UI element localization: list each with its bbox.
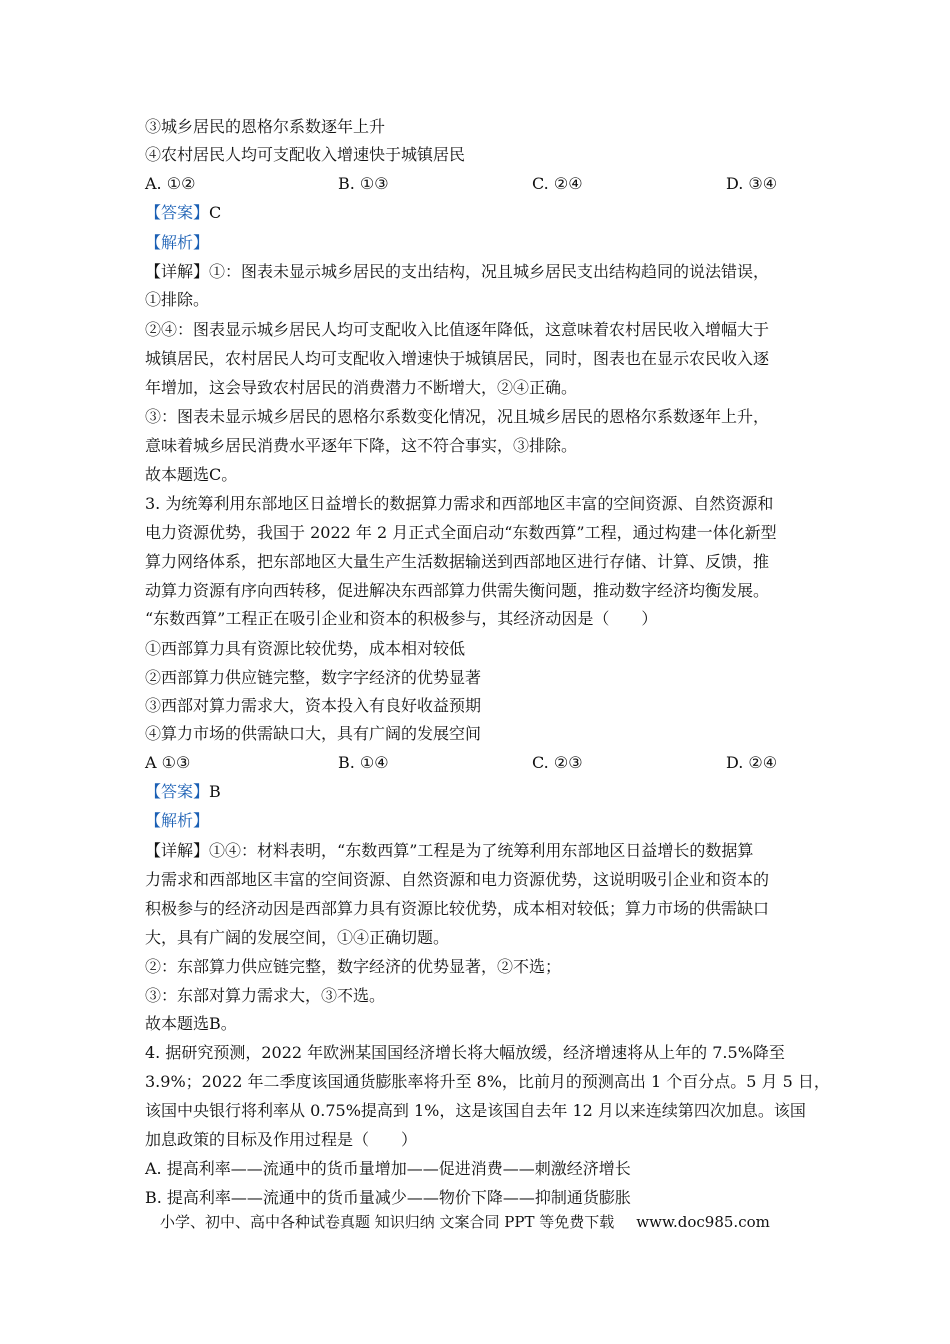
q3-detail-line: 积极参与的经济动因是西部算力具有资源比较优势，成本相对较低；算力市场的供需缺口 — [145, 899, 770, 918]
q3-detail-line: ②：东部算力供应链完整，数字经济的优势显著，②不选； — [145, 957, 562, 976]
q3-answer — [145, 782, 221, 802]
page-footer — [160, 1212, 770, 1232]
footer-url-link[interactable]: www.doc985.com — [636, 1213, 770, 1231]
q4-option-b: B. 提高利率——流通中的货币量减少——物价下降——抑制通货膨胀 — [145, 1188, 631, 1207]
q3-option-b: B. ①④ — [338, 753, 389, 772]
detail-tag: 【详解】 — [145, 841, 210, 860]
q3-option-d: D. ②④ — [726, 753, 778, 772]
q3-detail-text: ①④：材料表明，“东数西算”工程是为了统筹利用东部地区日益增长的数据算 — [209, 841, 754, 860]
q4-stem-line: 该国中央银行将利率从 0.75%提高到 1%，这是该国自去年 12 月以来连续第四次加息。该国 — [145, 1101, 806, 1120]
q2-answer — [145, 203, 221, 223]
answer-tag: 【答案】 — [145, 203, 210, 222]
q2-detail-line: ③：图表未显示城乡居民的恩格尔系数变化情况，况且城乡居民的恩格尔系数逐年上升， — [145, 407, 770, 426]
q4-stem-line: 4. 据研究预测，2022 年欧洲某国国经济增长将大幅放缓，经济增速将从上年的 7.5%降至 — [145, 1043, 785, 1062]
q3-item-2: ②西部算力供应链完整，数字字经济的优势显著 — [145, 668, 482, 687]
footer-text: 小学、初中、高中各种试卷真题 知识归纳 文案合同 PPT 等免费下载 — [160, 1213, 615, 1231]
q3-option-c: C. ②③ — [532, 753, 583, 772]
q2-option-d: D. ③④ — [726, 174, 778, 193]
q3-conclusion: 故本题选B。 — [145, 1014, 237, 1033]
q3-item-4: ④算力市场的供需缺口大，具有广阔的发展空间 — [145, 724, 482, 743]
q3-item-1: ①西部算力具有资源比较优势，成本相对较低 — [145, 639, 466, 658]
q3-detail-line: 力需求和西部地区丰富的空间资源、自然资源和电力资源优势，这说明吸引企业和资本的 — [145, 870, 770, 889]
detail-tag: 【详解】 — [145, 262, 210, 281]
q2-option-a: A. ①② — [145, 174, 196, 193]
q3-stem-line: “东数西算”工程正在吸引企业和资本的积极参与，其经济动因是（ ） — [145, 609, 658, 628]
q2-detail-line: ②④：图表显示城乡居民人均可支配收入比值逐年降低，这意味着农村居民收入增幅大于 — [145, 320, 770, 339]
q2-option-b: B. ①③ — [338, 174, 389, 193]
q4-stem-line: 加息政策的目标及作用过程是（ ） — [145, 1130, 418, 1149]
q3-item-3: ③西部对算力需求大，资本投入有良好收益预期 — [145, 696, 482, 715]
q3-stem-line: 动算力资源有序向西转移，促进解决东西部算力供需失衡问题，推动数字经济均衡发展。 — [145, 581, 770, 600]
q2-option-c: C. ②④ — [532, 174, 583, 193]
q2-detail-text: ①：图表未显示城乡居民的支出结构，况且城乡居民支出结构趋同的说法错误， — [209, 262, 770, 281]
q3-stem-line: 3. 为统筹利用东部地区日益增长的数据算力需求和西部地区丰富的空间资源、自然资源和 — [145, 494, 774, 513]
q2-item-4: ④农村居民人均可支配收入增速快于城镇居民 — [145, 145, 466, 164]
q2-item-3: ③城乡居民的恩格尔系数逐年上升 — [145, 117, 386, 136]
q3-option-a: A ①③ — [145, 753, 191, 772]
q2-analysis-tag: 【解析】 — [145, 233, 210, 252]
q3-detail-line: 大，具有广阔的发展空间，①④正确切题。 — [145, 928, 450, 947]
q3-analysis-tag: 【解析】 — [145, 811, 210, 830]
q3-answer-value: B — [209, 782, 221, 801]
q2-answer-value: C — [209, 203, 222, 222]
q2-detail-line: 城镇居民，农村居民人均可支配收入增速快于城镇居民，同时，图表也在显示农民收入逐 — [145, 349, 770, 368]
answer-tag: 【答案】 — [145, 782, 210, 801]
q3-detail-line: ③：东部对算力需求大，③不选。 — [145, 986, 386, 1005]
q2-conclusion: 故本题选C。 — [145, 465, 238, 484]
q4-stem-line: 3.9%；2022 年二季度该国通货膨胀率将升至 8%，比前月的预测高出 1 个百分点。5 月 5 日， — [145, 1072, 830, 1091]
q3-stem-line: 电力资源优势，我国于 2022 年 2 月正式全面启动“东数西算”工程，通过构建一体化新型 — [145, 523, 777, 542]
q4-option-a: A. 提高利率——流通中的货币量增加——促进消费——刺激经济增长 — [145, 1159, 631, 1178]
q3-detail-line — [145, 841, 753, 861]
q2-detail-line: ①排除。 — [145, 290, 210, 309]
q3-stem-line: 算力网络体系，把东部地区大量生产生活数据输送到西部地区进行存储、计算、反馈，推 — [145, 552, 770, 571]
q2-detail-line: 年增加，这会导致农村居民的消费潜力不断增大，②④正确。 — [145, 378, 578, 397]
q2-detail-line — [145, 262, 769, 282]
q2-detail-line: 意味着城乡居民消费水平逐年下降，这不符合事实，③排除。 — [145, 436, 578, 455]
